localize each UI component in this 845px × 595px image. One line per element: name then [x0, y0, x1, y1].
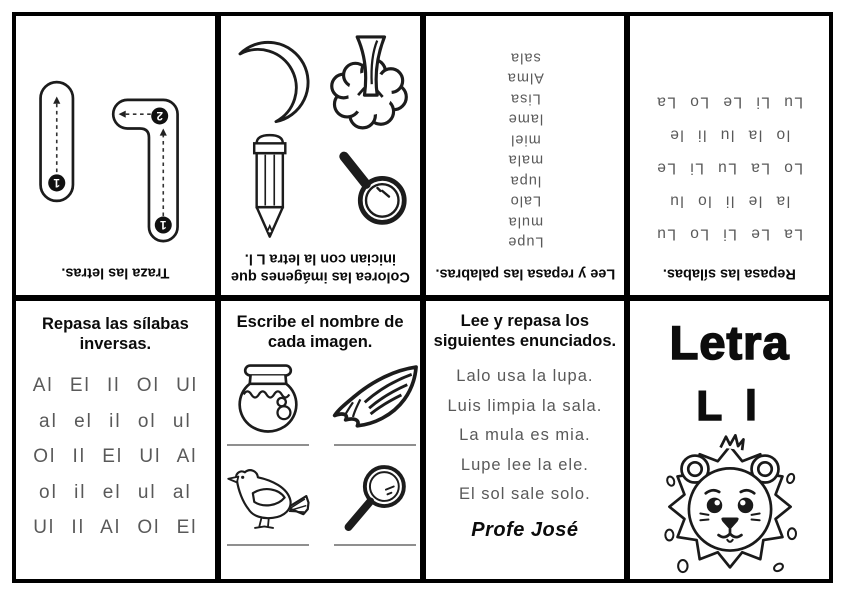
lowercase-l-trace-icon: [34, 79, 78, 205]
panel-title-line1: Escribe el nombre de: [236, 312, 404, 331]
write-item-magnifier: [331, 460, 420, 546]
answer-line: [334, 444, 416, 446]
word: miel: [509, 131, 541, 148]
panel-cover: [630, 301, 829, 580]
svg-text:1: 1: [53, 176, 60, 190]
write-item-dove: [221, 460, 315, 546]
sentence: Lupe lee la ele.: [460, 455, 589, 474]
syllable-row: ol il el ul al: [39, 481, 192, 503]
panel-title-line1: Lee y repasa los: [460, 311, 590, 330]
syllable-row: la le li lo lu: [668, 192, 791, 210]
magnifying-glass-icon: [328, 141, 414, 233]
syllable-row: La Le Li Lo Lu: [656, 225, 804, 243]
panel-title-line2: siguientes enunciados.: [433, 331, 617, 350]
sentence-list: [447, 357, 602, 515]
flower-icon: [325, 31, 417, 131]
word-list: [506, 47, 543, 252]
panel-trace-letters: [16, 16, 215, 295]
author-signature: Profe José: [471, 518, 579, 541]
syllable-row: Lu Li Le Lo La: [656, 93, 804, 111]
syllable-row: Ol Il El Ul Al: [33, 446, 198, 468]
word: sala: [509, 49, 541, 66]
word: mula: [507, 213, 543, 230]
syllable-row: lo la lu li le: [668, 126, 791, 144]
panel-caption: Traza las letras.: [61, 264, 170, 281]
lion-face-icon: [636, 434, 824, 580]
honey-pot-icon: [230, 360, 306, 438]
panel-title-line1: Repasa las sílabas: [41, 314, 189, 333]
panel-color-images: [221, 16, 420, 295]
panel-write-names: [221, 301, 420, 580]
panel-caption-line2: inician con la letra L l.: [244, 250, 396, 267]
panel-syllables: [630, 16, 829, 295]
panel-caption: Repasa las sílabas.: [663, 265, 797, 282]
panel-caption: Lee y repasa las palabras.: [435, 265, 615, 282]
sentence: Lalo usa la lupa.: [456, 367, 594, 386]
syllable-row: Ul Il Al Ol El: [33, 517, 198, 539]
syllable-row: al el il ol ul: [39, 410, 192, 432]
answer-line: [227, 444, 309, 446]
answer-line: [334, 544, 416, 546]
pencil-icon: [241, 133, 297, 241]
panel-inverse-syllables: [16, 301, 215, 580]
svg-text:2: 2: [156, 109, 163, 123]
cover-letters: L l: [696, 381, 763, 429]
syllable-rows: [656, 78, 803, 258]
write-item-pot: [221, 360, 315, 446]
word: Lalo: [509, 192, 541, 209]
panel-title-line2: inversas.: [79, 334, 152, 353]
uppercase-L-trace-icon: [104, 95, 196, 247]
word: mala: [507, 151, 543, 168]
syllable-row: Lo La Lu Li Le: [656, 159, 804, 177]
svg-text:1: 1: [159, 218, 167, 232]
dove-icon: [221, 460, 315, 538]
word: Lupe: [506, 233, 544, 250]
syllable-row: Al El Il Ol Ul: [32, 375, 199, 397]
panel-word-list: [426, 16, 625, 295]
sentence: La mula es mia.: [459, 426, 591, 445]
magnifying-glass-icon: [335, 460, 415, 538]
panel-title-line2: cada imagen.: [267, 332, 373, 351]
moon-icon: [224, 33, 314, 129]
cover-title: Letra: [669, 315, 790, 369]
word: Lisa: [509, 90, 541, 107]
panel-caption-line1: Colorea las imágenes que: [230, 268, 410, 285]
write-item-wing: [331, 360, 420, 446]
inverse-syllable-rows: [33, 362, 198, 553]
answer-line: [227, 544, 309, 546]
word: Alma: [506, 69, 544, 86]
foldable-grid: [12, 12, 833, 583]
sentence: Luis limpia la sala.: [447, 396, 603, 415]
panel-sentences: [426, 301, 625, 580]
sentence: El sol sale solo.: [459, 485, 591, 504]
word: lupa: [509, 172, 541, 189]
wing-icon: [331, 360, 419, 438]
word: lame: [507, 110, 543, 127]
